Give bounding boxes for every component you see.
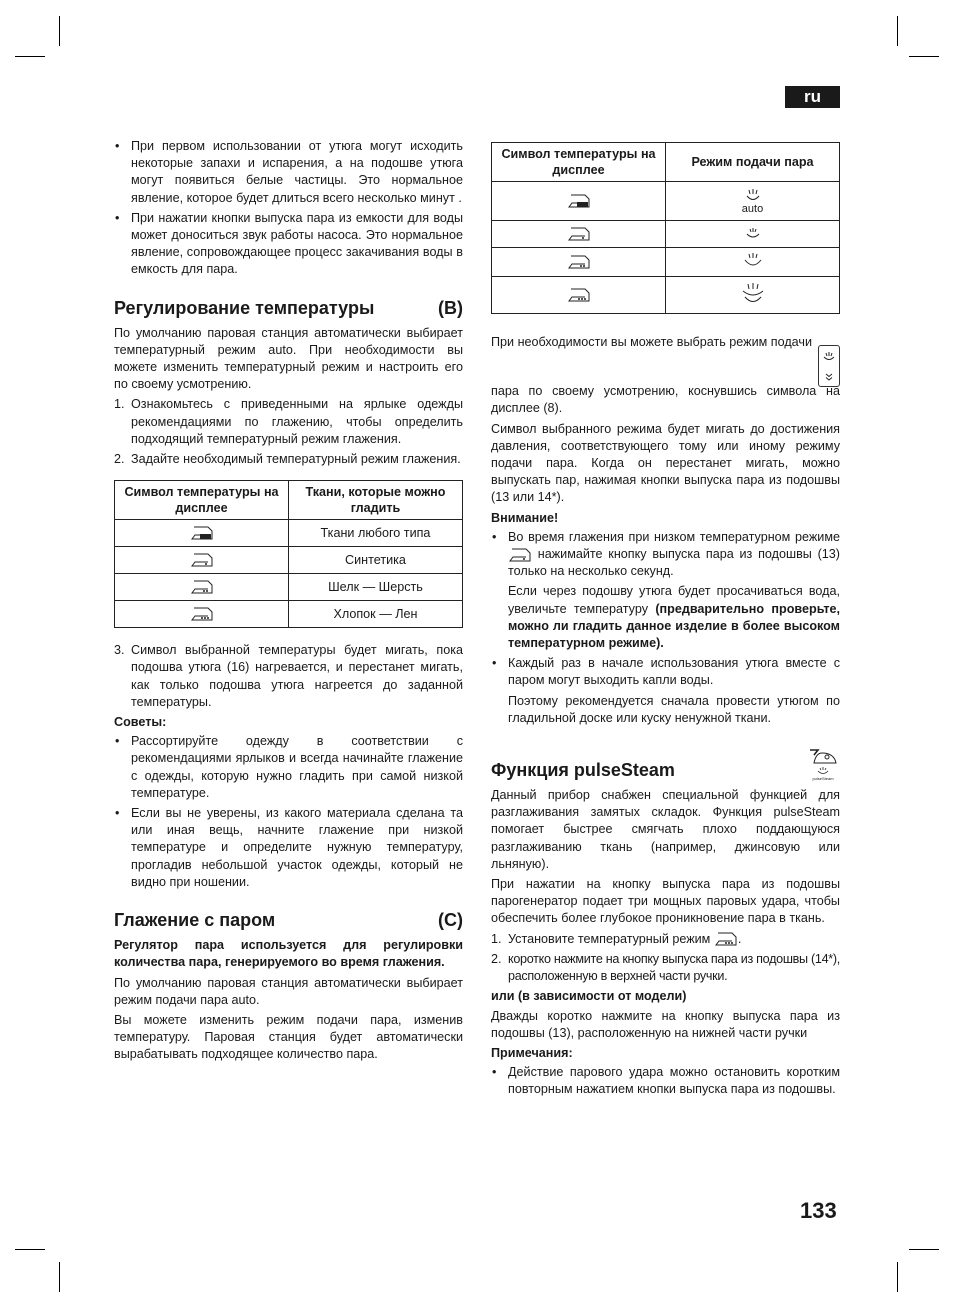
iron-auto-icon	[190, 525, 214, 541]
table-cell: Ткани любого типа	[289, 520, 463, 547]
paragraph: При нажатии на кнопку выпуска пара из подошвы парогенератор подает три мощных паровых удара, чтобы обеспечить более глубокое проникновение пара в ткань.	[491, 877, 840, 926]
paragraph: Данный прибор снабжен специальной функцией для разглаживания замятых складок. Функция pulseSteam помогает быстрее смягчать плохо поддающуюся разглаживанию ткань (например, джинсовую или льняную).	[491, 788, 840, 871]
iron-three-dots-icon	[714, 931, 738, 947]
list-item-continuation: Поэтому рекомендуется сначала провести утюгом по гладильной доске или куску ненужной ткани.	[508, 693, 840, 725]
right-column	[491, 142, 840, 1102]
text-bold: (предварительно проверьте, можно ли гладить данное изделие в более высоком температурном режиме).	[508, 601, 840, 651]
iron-three-dots-icon	[190, 606, 214, 622]
step-number: 3.	[114, 643, 125, 658]
list-item: • Действие парового удара можно остановить коротким повторным нажатием кнопки выпуска пара из подошвы.	[491, 1064, 840, 1098]
step-text-end: .	[737, 931, 742, 946]
crop-mark	[59, 16, 60, 46]
iron-one-dot-icon	[508, 547, 532, 563]
table-cell	[666, 221, 840, 248]
table-cell	[115, 547, 289, 574]
page-number: 133	[800, 1198, 837, 1223]
left-column	[114, 138, 463, 1067]
paragraph: При необходимости вы можете выбрать режим подачи	[491, 335, 812, 349]
paragraph: Вы можете изменить режим подачи пара, изменив температуру. Паровая станция будет автоматически вырабатывать подходящее количество пара.	[114, 1012, 463, 1062]
table-cell	[492, 221, 666, 248]
step-item	[114, 642, 463, 711]
table-cell	[492, 182, 666, 221]
table-cell	[666, 277, 840, 314]
table-header: Символ температуры на дисплее	[115, 481, 289, 520]
section-title-text: Функция pulseSteam	[491, 760, 675, 781]
or-label: или (в зависимости от модели)	[491, 989, 687, 1004]
crop-mark	[897, 1262, 898, 1292]
step-number: 1.	[491, 931, 502, 946]
steam-medium-icon	[742, 253, 764, 271]
table-cell	[666, 248, 840, 277]
crop-mark	[897, 16, 898, 46]
paragraph: пара по своему усмотрению, коснувшись символа на дисплее (8).	[491, 384, 840, 416]
iron-one-dot-icon	[567, 226, 591, 242]
table-header: Символ температуры на дисплее	[492, 143, 666, 182]
iron-auto-icon	[567, 193, 591, 209]
table-cell	[492, 248, 666, 277]
notes-label: Примечания:	[491, 1045, 573, 1060]
auto-label: auto	[741, 203, 764, 216]
pulsesteam-icon-label: pulseSteam	[812, 776, 834, 782]
step-text: коротко нажмите на кнопку выпуска пара из подошвы (14*), расположенную в верхней части ручки.	[508, 951, 840, 984]
table-cell: Шелк — Шерсть	[289, 574, 463, 601]
table-cell	[492, 277, 666, 314]
step-text: Установите температурный режим	[508, 931, 711, 946]
steam-mode-selector[interactable]	[491, 345, 840, 387]
text: нажимайте кнопку выпуска пара из подошвы (13) только на несколько секунд.	[508, 547, 841, 579]
section-code: (B)	[438, 297, 463, 318]
crop-mark	[15, 1249, 45, 1250]
step-item	[491, 931, 840, 948]
step-item	[114, 396, 463, 448]
crop-mark	[15, 56, 45, 57]
table-cell	[115, 520, 289, 547]
language-badge: ru	[785, 86, 840, 108]
step-number: 1.	[114, 397, 125, 412]
table-header: Ткани, которые можно гладить	[289, 481, 463, 520]
paragraph: По умолчанию паровая станция автоматически выбирает температурный режим auto. При необходимости вы можете изменить температурный режим и настроить его по своему усмотрению.	[114, 325, 463, 392]
table-cell	[666, 182, 840, 221]
crop-mark	[909, 1249, 939, 1250]
iron-two-dots-icon	[567, 254, 591, 270]
steam-low-icon	[744, 227, 762, 241]
step-number: 2.	[114, 452, 125, 467]
text: Если через подошву утюга будет просачиваться вода, увеличьте температуру	[508, 584, 840, 616]
iron-two-dots-icon	[190, 579, 214, 595]
double-chevron-down-icon	[825, 373, 833, 381]
table-cell: Синтетика	[289, 547, 463, 574]
table-cell	[115, 601, 289, 628]
list-item: • При нажатии кнопки выпуска пара из емкости для воды может доноситься звук работы насоса. Это нормальное явление, сопровождающее процесс закачивания воды в емкость для пара.	[114, 210, 463, 279]
temperature-table	[114, 480, 463, 628]
section-code: (C)	[438, 910, 463, 931]
step-text: Задайте необходимый температурный режим глажения.	[131, 452, 461, 467]
table-cell	[115, 574, 289, 601]
steam-table	[491, 142, 840, 314]
list-item: • Каждый раз в начале использования утюга вместе с паром могут выходить капли воды.	[491, 655, 840, 689]
section-title-temperature	[114, 297, 463, 319]
tips-label: Советы:	[114, 715, 167, 730]
attention-label: Внимание!	[491, 510, 559, 525]
section-title-text: Глажение с паром	[114, 910, 276, 931]
list-item: • Если вы не уверены, из какого материала сделана та или иная вещь, начните глажение при низкой температуре и определите нужную температуру, прогладив небольшой участок одежды, который не видно при ношении.	[114, 805, 463, 891]
text: Во время глажения при низком температурном режиме	[508, 529, 840, 544]
pulsesteam-icon	[806, 747, 840, 781]
step-text: Ознакомьтесь с приведенными на ярлыке одежды рекомендациями по глажению, чтобы определить подходящий температурный режим глажения.	[131, 397, 463, 446]
crop-mark	[59, 1262, 60, 1292]
iron-one-dot-icon	[190, 552, 214, 568]
table-header: Режим подачи пара	[666, 143, 840, 182]
step-text: Символ выбранной температуры будет мигать, пока подошва утюга (16) нагревается, и перестанет мигать, как только подошва утюга нагреется до заданной температуры.	[131, 643, 463, 709]
steam-auto-icon	[743, 189, 763, 203]
crop-mark	[909, 56, 939, 57]
paragraph: Символ выбранного режима будет мигать до достижения давления, соответствующего тому или иному режиму подачи пара. Когда он перестанет мигать, можно выпускать пар, нажимая кнопки выпуска пара из подошвы (13 или 14*).	[491, 421, 840, 505]
list-item: • Рассортируйте одежду в соответствии с рекомендациями ярлыков и всегда начинайте глажение с одежды, которую нужно гладить при самой низкой температуре.	[114, 733, 463, 802]
paragraph: Регулятор пара используется для регулировки количества пара, генерируемого во время глажения.	[114, 938, 463, 970]
list-item-continuation	[491, 583, 840, 652]
section-title-pulsesteam	[491, 747, 840, 781]
step-number: 2.	[491, 951, 502, 966]
section-title-steam	[114, 909, 463, 931]
step-item	[491, 951, 840, 985]
paragraph: Дважды коротко нажмите на кнопку выпуска пара из подошвы (13), расположенную на нижней части ручки	[491, 1008, 840, 1040]
section-title-text: Регулирование температуры	[114, 297, 375, 318]
list-item: • При первом использовании от утюга могут исходить некоторые запахи и испарения, а на подошве утюга могут появиться белые частицы. Это нормальное явление, которое будет длиться всего несколько минут .	[114, 138, 463, 207]
step-item	[114, 451, 463, 468]
steam-high-icon	[740, 283, 766, 307]
iron-three-dots-icon	[567, 287, 591, 303]
steam-icon	[823, 352, 835, 362]
paragraph: По умолчанию паровая станция автоматически выбирает режим подачи пара auto.	[114, 975, 463, 1007]
list-item	[491, 529, 840, 581]
table-cell: Хлопок — Лен	[289, 601, 463, 628]
